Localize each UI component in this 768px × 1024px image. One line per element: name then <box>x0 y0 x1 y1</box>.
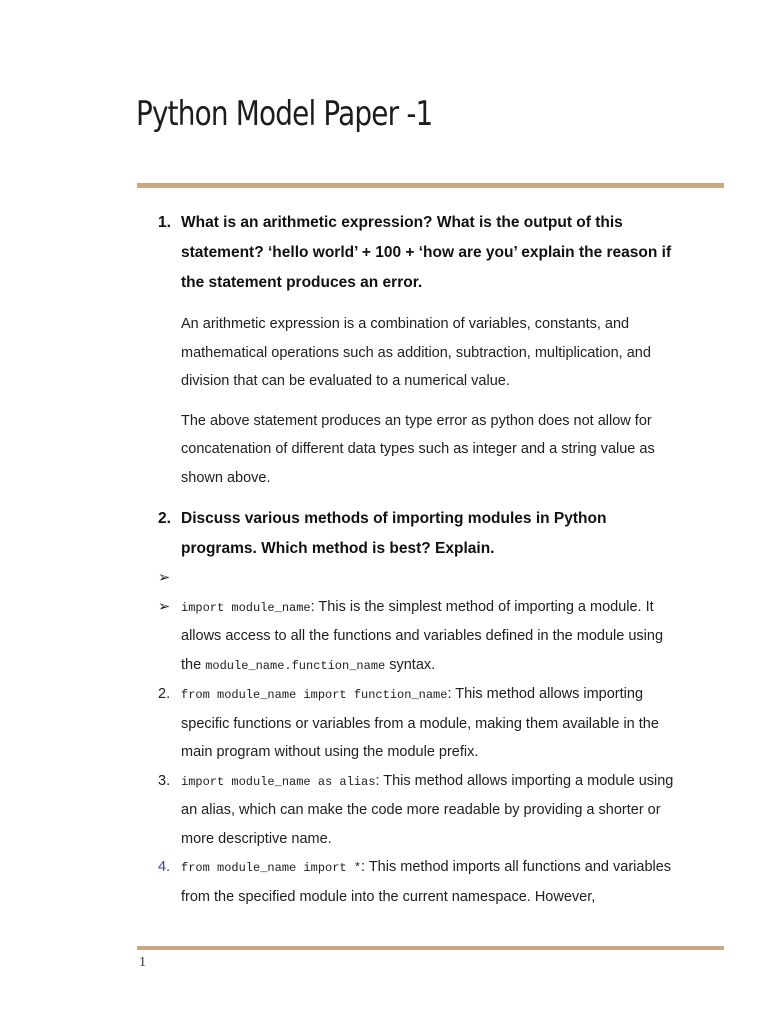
arrow-bullet-icon: ➢ <box>158 598 171 615</box>
code-snippet: import module_name as alias <box>181 774 376 789</box>
list-item <box>0 593 768 681</box>
code-snippet: from module_name import function_name <box>181 688 448 702</box>
list-item-text: : This method allows importing specific functions or variables from a module, making them available in the main program without using the module prefix. <box>181 686 659 760</box>
question-1 <box>0 208 768 298</box>
header-divider <box>137 183 724 188</box>
page-number: 1 <box>139 955 146 970</box>
code-snippet: import module_name <box>181 600 311 615</box>
arrow-bullet-icon: ➢ <box>158 570 171 586</box>
answer-paragraph: An arithmetic expression is a combination of variables, constants, and mathematical operations such as addition, subtraction, multiplication, and division that can be evaluated to a numerical value. <box>181 316 651 389</box>
answer-paragraph: The above statement produces an type error as python does not allow for concatenation of different data types such as integer and a string value as shown above. <box>181 412 655 486</box>
code-snippet: module_name.function_name <box>205 658 386 673</box>
list-item <box>0 853 768 911</box>
footer-divider <box>137 946 724 950</box>
list-number: 4. <box>158 859 171 875</box>
page-content <box>0 208 768 911</box>
list-item-text: syntax. <box>385 656 436 673</box>
list-item-text: : This method allows importing a module using an alias, which can make the code more readable by providing a shorter or more descriptive name. <box>181 772 674 847</box>
question-number: 2. <box>158 510 171 527</box>
question-number: 1. <box>158 214 171 231</box>
empty-bullet-item <box>0 564 768 593</box>
list-item <box>0 767 768 854</box>
list-number: 3. <box>158 772 171 789</box>
question-text: What is an arithmetic expression? What is the output of this statement? ‘hello world’ + 100 + ‘how are you’ explain the reason if the statement produces an error. <box>181 214 672 291</box>
list-item <box>0 680 768 767</box>
page-title: Python Model Paper -1 <box>136 94 433 134</box>
list-number: 2. <box>158 686 171 702</box>
question-text: Discuss various methods of importing modules in Python programs. Which method is best? Explain. <box>181 510 607 557</box>
list-item-text: : This is the simplest method of importing a module. It allows access to all the functions and variables defined in the module using the <box>181 598 664 673</box>
list-item-text: : This method imports all functions and variables from the specified module into the current namespace. However, <box>181 859 672 905</box>
question-2 <box>0 504 768 564</box>
code-snippet: from module_name import * <box>181 861 362 875</box>
